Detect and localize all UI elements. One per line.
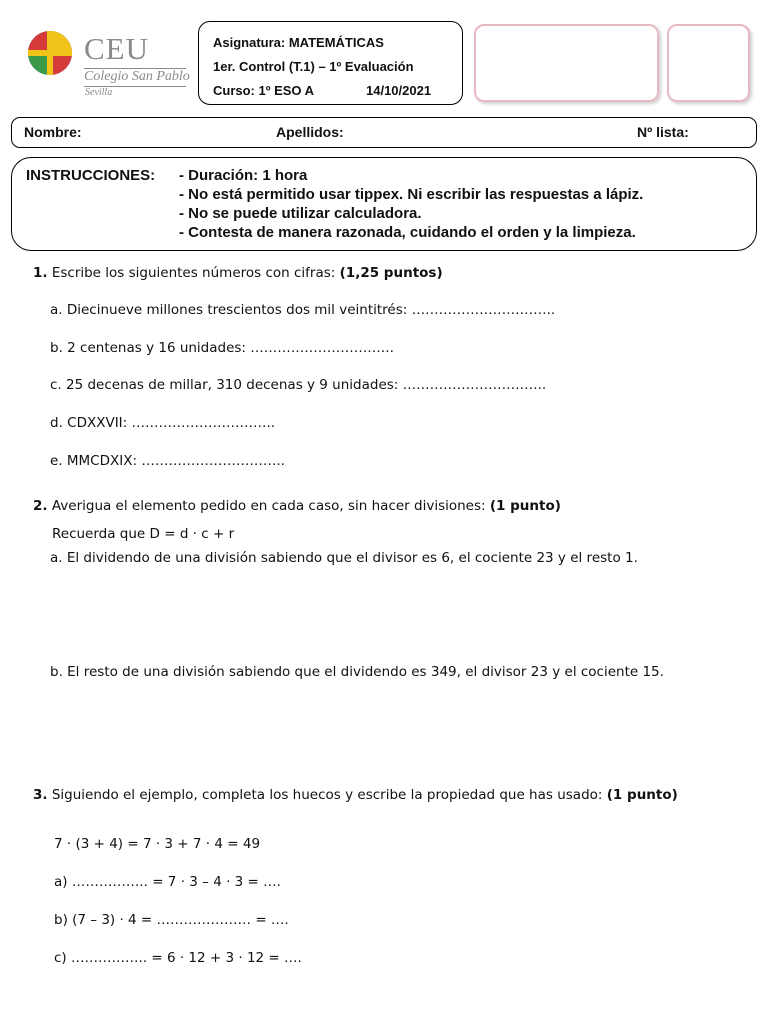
ceu-logo-mark: [27, 30, 73, 76]
question-1-item-b: b. 2 centenas y 16 unidades: …………………………..: [50, 340, 394, 356]
exam-control: 1er. Control (T.1) – 1º Evaluación: [213, 59, 414, 74]
question-3-points: (1 punto): [606, 787, 678, 803]
question-3-item-c: c) …………….. = 6 · 12 + 3 · 12 = ….: [54, 950, 302, 966]
logo-name: CEU: [84, 31, 149, 66]
question-1-item-c: c. 25 decenas de millar, 310 decenas y 9 unidades: …………………………..: [50, 377, 547, 393]
question-2-item-a: a. El dividendo de una división sabiendo que el divisor es 6, el cociente 23 y el resto 1.: [50, 550, 638, 566]
instruction-item: - Duración: 1 hora: [179, 167, 308, 184]
exam-date: 14/10/2021: [366, 83, 432, 98]
logo-city: Sevilla: [85, 87, 113, 98]
instruction-item: - No está permitido usar tippex. Ni escribir las respuestas a lápiz.: [179, 186, 644, 203]
question-2-text: Averigua el elemento pedido en cada caso, sin hacer divisiones:: [51, 498, 486, 514]
question-2-reminder: Recuerda que D = d · c + r: [52, 526, 235, 542]
instruction-item: - No se puede utilizar calculadora.: [179, 205, 422, 222]
question-3-item-a: a) …………….. = 7 · 3 – 4 · 3 = ….: [54, 874, 281, 890]
question-1-statement: [33, 265, 443, 281]
exam-course: Curso: 1º ESO A: [213, 83, 315, 98]
question-1-item-a: a. Diecinueve millones trescientos dos mil veintitrés: …………………………..: [50, 302, 556, 318]
instructions-title: INSTRUCCIONES:: [26, 167, 156, 184]
grade-box-main[interactable]: [474, 24, 659, 102]
exam-subject: Asignatura: MATEMÁTICAS: [213, 35, 384, 50]
grade-box-small[interactable]: [667, 24, 750, 102]
name-label: Nombre:: [24, 124, 82, 140]
surname-label: Apellidos:: [276, 124, 344, 140]
question-3-example: 7 · (3 + 4) = 7 · 3 + 7 · 4 = 49: [54, 836, 261, 852]
question-3-item-b: b) (7 – 3) · 4 = ………………… = ….: [54, 912, 289, 928]
instruction-item: - Contesta de manera razonada, cuidando el orden y la limpieza.: [179, 224, 636, 241]
logo-subtitle: Colegio San Pablo: [84, 69, 190, 84]
question-1-points: (1,25 puntos): [339, 265, 443, 281]
question-2-number: 2.: [33, 498, 48, 514]
question-1-item-e: e. MMCDXIX: …………………………..: [50, 453, 285, 469]
question-2-points: (1 punto): [489, 498, 561, 514]
question-1-item-d: d. CDXXVII: …………………………..: [50, 415, 276, 431]
question-2-statement: [33, 498, 561, 514]
list-number-label: Nº lista:: [637, 124, 689, 140]
question-3-statement: [33, 787, 678, 803]
question-1-text: Escribe los siguientes números con cifras:: [51, 265, 336, 281]
question-2-item-b: b. El resto de una división sabiendo que el dividendo es 349, el divisor 23 y el cociente 15.: [50, 664, 664, 680]
question-3-text: Siguiendo el ejemplo, completa los huecos y escribe la propiedad que has usado:: [51, 787, 603, 803]
question-3-number: 3.: [33, 787, 48, 803]
question-1-number: 1.: [33, 265, 48, 281]
